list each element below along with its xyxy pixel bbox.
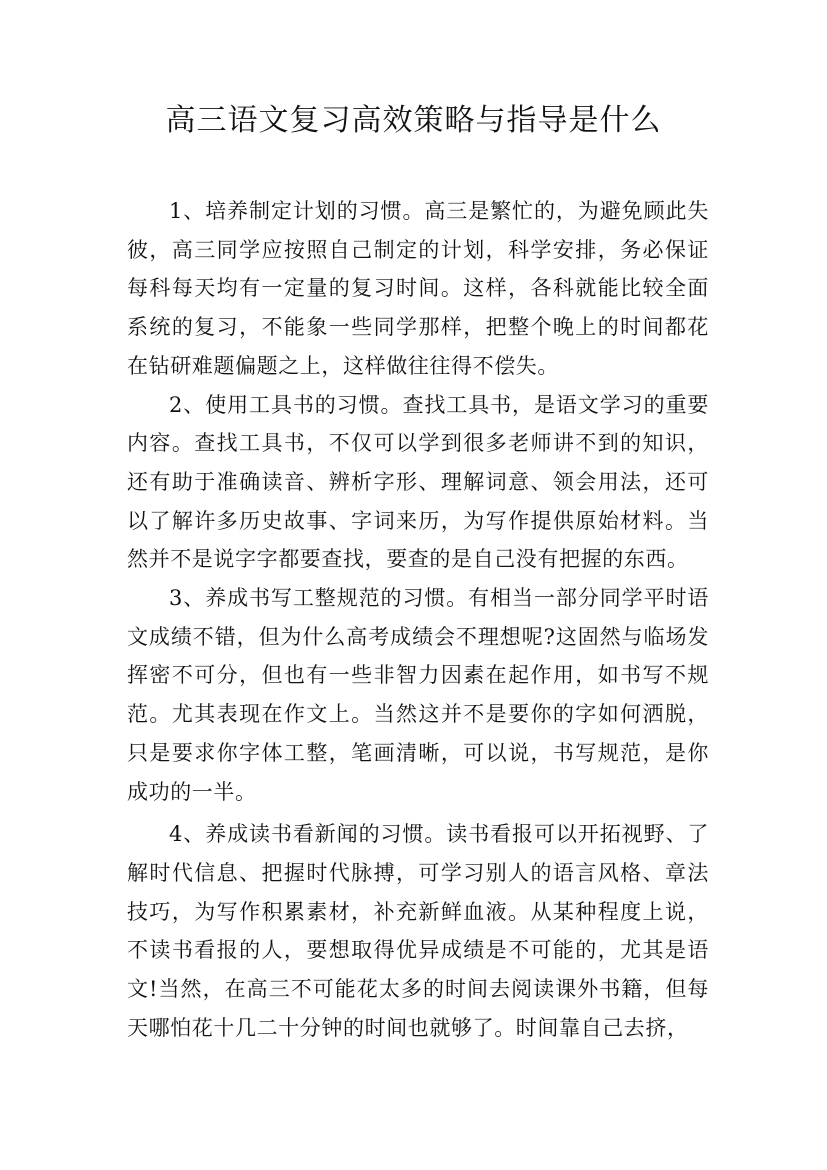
paragraph-1: 1、培养制定计划的习惯。高三是繁忙的，为避免顾此失彼，高三同学应按照自己制定的计划，科学安排，务必保证每科每天均有一定量的复习时间。这样，各科就能比较全面系统的复习，不能象一些同学那样，把整个晚上的时间都花在钻研难题偏题之上，这样做往往得不偿失。 bbox=[127, 199, 709, 378]
document-body bbox=[127, 192, 709, 1047]
paragraph-4: 4、养成读书看新闻的习惯。读书看报可以开拓视野、了解时代信息、把握时代脉搏，可学习别人的语言风格、章法技巧，为写作积累素材，补充新鲜血液。从某种程度上说，不读书看报的人，要想取得优异成绩是不可能的，尤其是语文!当然，在高三不可能花太多的时间去阅读课外书籍，但每天哪怕花十几二十分钟的时间也就够了。时间靠自己去挤， bbox=[127, 822, 709, 1040]
page-title: 高三语文复习高效策略与指导是什么 bbox=[165, 103, 662, 138]
paragraph-3: 3、养成书写工整规范的习惯。有相当一部分同学平时语文成绩不错，但为什么高考成绩会不理想呢?这固然与临场发挥密不可分，但也有一些非智力因素在起作用，如书写不规范。尤其表现在作文上。当然这并不是要你的字如何洒脱，只是要求你字体工整，笔画清晰，可以说，书写规范，是你成功的一半。 bbox=[127, 586, 709, 804]
paragraph-2: 2、使用工具书的习惯。查找工具书，是语文学习的重要内容。查找工具书，不仅可以学到很多老师讲不到的知识，还有助于准确读音、辨析字形、理解词意、领会用法，还可以了解许多历史故事、字词来历，为写作提供原始材料。当然并不是说字字都要查找，要查的是自己没有把握的东西。 bbox=[127, 392, 709, 572]
